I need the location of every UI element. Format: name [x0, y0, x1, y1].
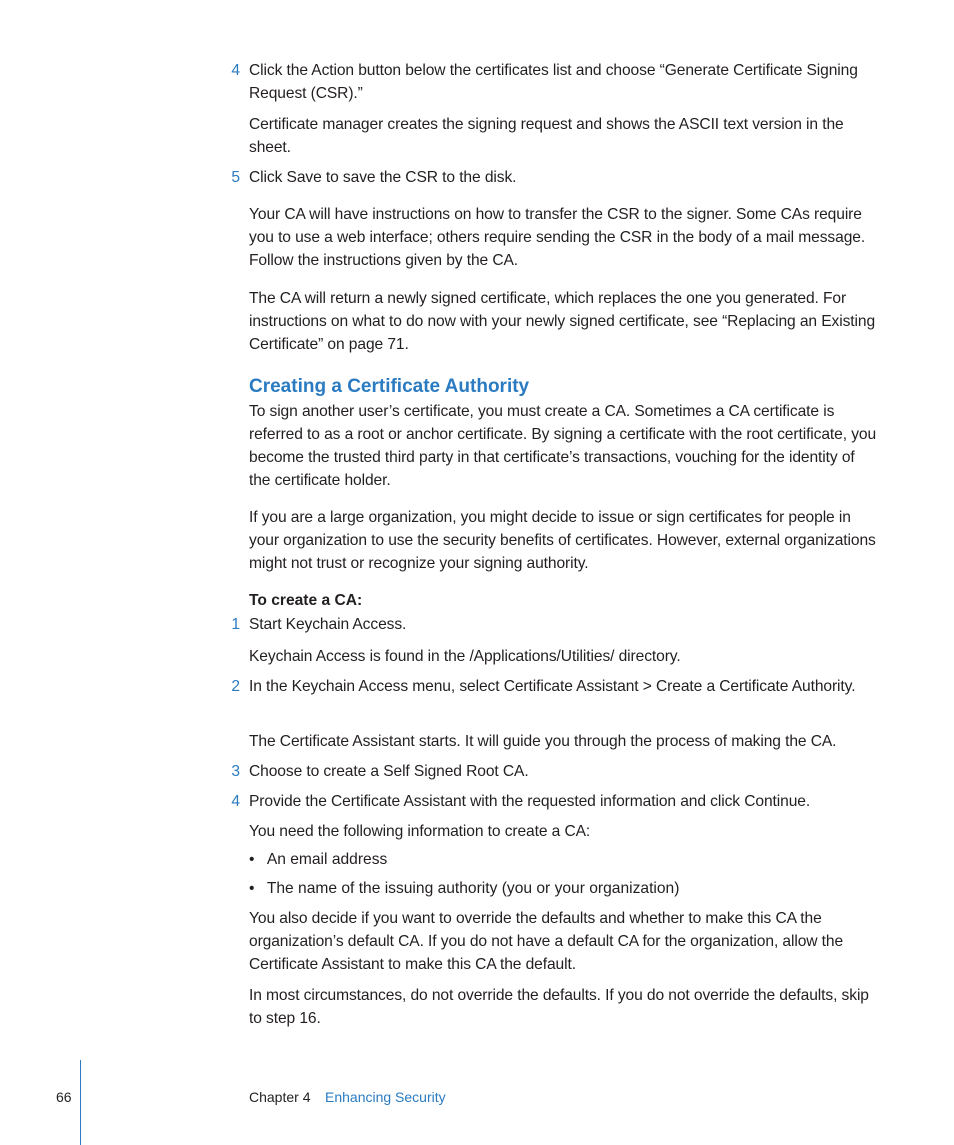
note: The Certificate Assistant starts. It will guide you through the process of making the CA.	[249, 733, 837, 750]
procedure-title: To create a CA:	[249, 592, 363, 609]
paragraph: The CA will return a newly signed certificate, which replaces the one you generated. For instructions on what to do now with your newly signed certificate, see “Replacing an Existing Certificate” on page 71.	[249, 290, 876, 353]
list-item-text: An email address	[266, 851, 388, 868]
note: You need the following information to create a CA:	[249, 823, 591, 840]
step-number: 2	[231, 678, 240, 695]
step-text: In the Keychain Access menu, select Certificate Assistant > Create a Certificate Authority.	[249, 678, 856, 695]
step-number: 4	[231, 793, 240, 810]
bullet-marker: •	[249, 851, 255, 868]
section-heading: Creating a Certificate Authority	[249, 376, 530, 397]
list-item	[249, 877, 679, 900]
list-item	[249, 848, 387, 871]
note: Keychain Access is found in the /Applications/Utilities/ directory.	[249, 648, 681, 665]
step-text: Provide the Certificate Assistant with the requested information and click Continue.	[249, 793, 811, 810]
chapter-label: Chapter 4	[249, 1089, 311, 1105]
list-item-text: The name of the issuing authority (you or your organization)	[266, 880, 680, 897]
step-number: 3	[231, 763, 240, 780]
paragraph: In most circumstances, do not override the defaults. If you do not override the defaults, skip to step 16.	[249, 987, 869, 1027]
step-number: 4	[231, 62, 240, 79]
paragraph: If you are a large organization, you might decide to issue or sign certificates for people in your organization to use the security benefits of certificates. However, external organizations might not trust or recognize your signing authority.	[249, 509, 876, 572]
chapter-title: Enhancing Security	[325, 1089, 446, 1105]
step-text: Start Keychain Access.	[249, 616, 407, 633]
step-text: Choose to create a Self Signed Root CA.	[249, 763, 529, 780]
paragraph: To sign another user’s certificate, you must create a CA. Sometimes a CA certificate is referred to as a root or anchor certificate. By signing a certificate with the root certificate, you become the trusted third party in that certificate’s transactions, vouching for the identity of the certificate holder.	[249, 403, 877, 489]
step-text: Click Save to save the CSR to the disk.	[249, 169, 517, 186]
paragraph: Your CA will have instructions on how to transfer the CSR to the signer. Some CAs require you to use a web interface; others require sending the CSR in the body of a mail message. Follow the instructions given by the CA.	[249, 206, 866, 269]
step-number: 5	[231, 169, 240, 186]
paragraph: Certificate manager creates the signing request and shows the ASCII text version in the sheet.	[249, 116, 844, 156]
paragraph: You also decide if you want to override the defaults and whether to make this CA the organization’s default CA. If you do not have a default CA for the organization, allow the Certificate Assistant to make this CA the default.	[249, 910, 844, 973]
step-number: 1	[231, 616, 240, 633]
footer-rule	[80, 1060, 81, 1145]
bullet-marker: •	[249, 880, 255, 897]
step-text: Click the Action button below the certificates list and choose “Generate Certificate Signing Request (CSR).”	[249, 62, 858, 102]
page-number: 66	[56, 1089, 72, 1105]
